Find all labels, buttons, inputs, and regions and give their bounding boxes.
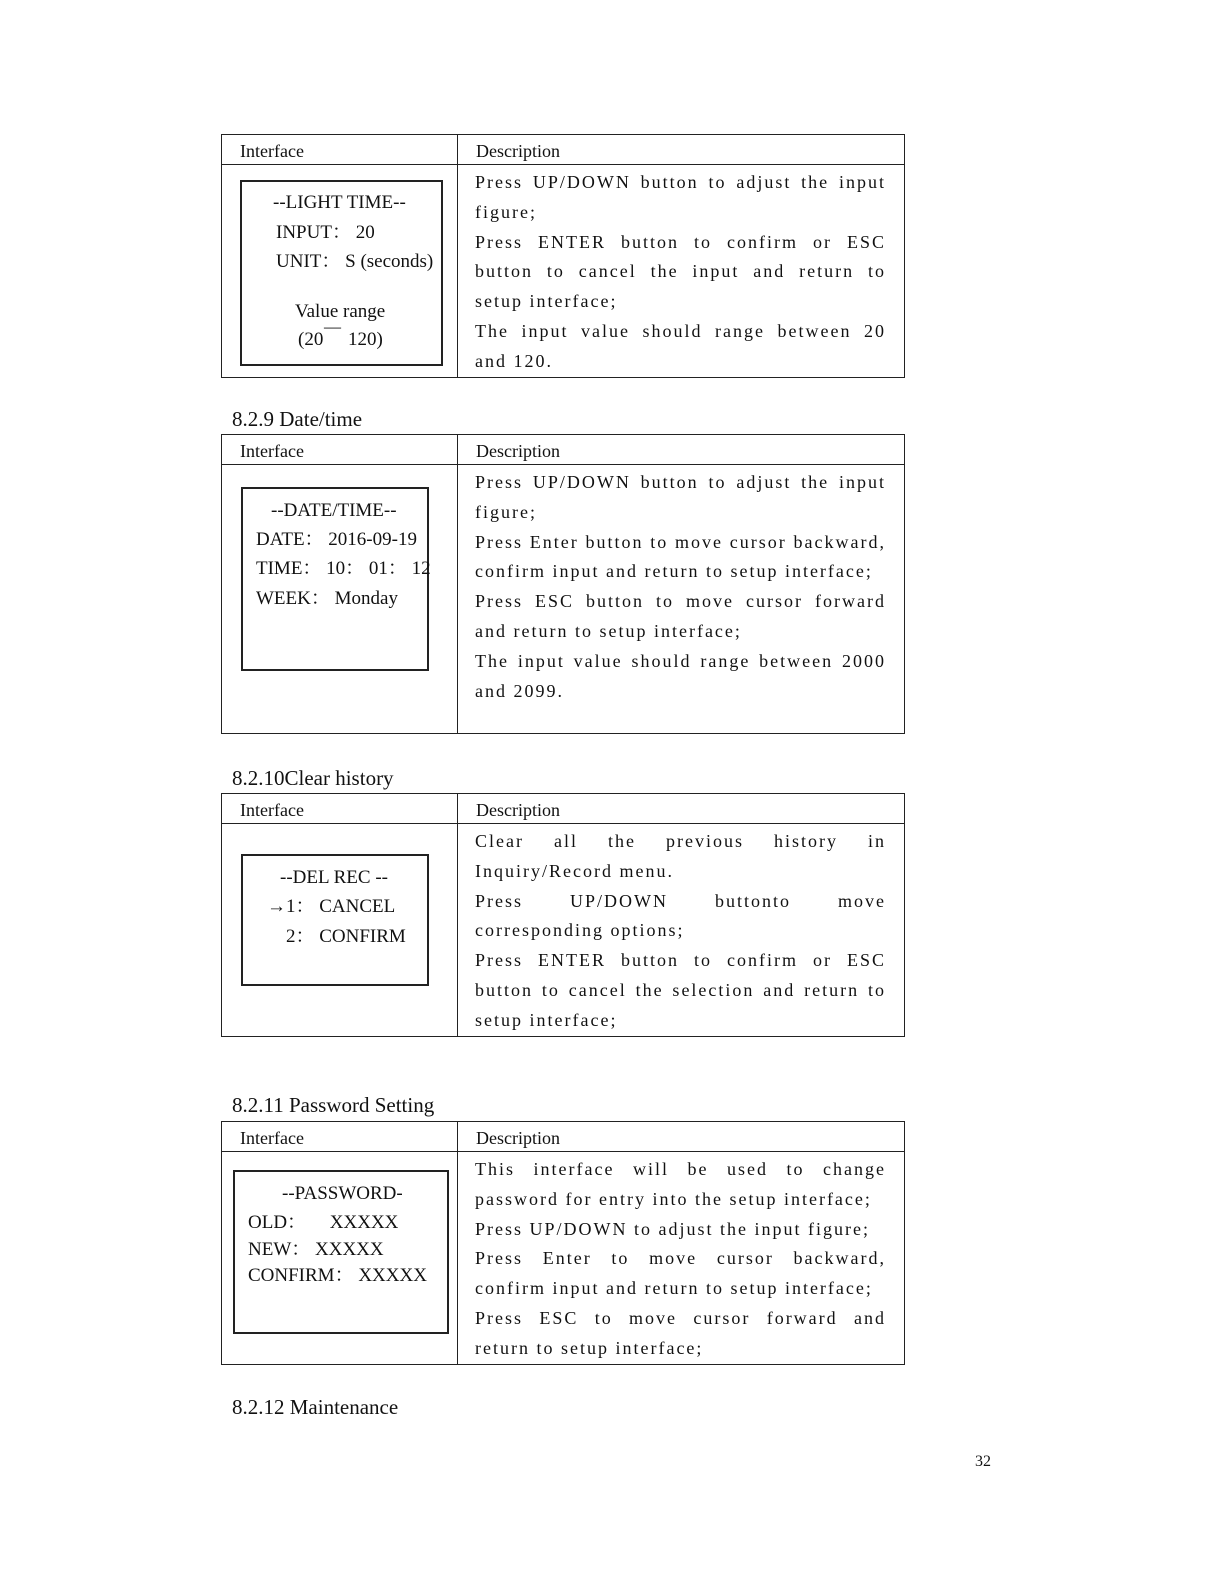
interface-header: Interface (222, 435, 458, 465)
interface-header: Interface (222, 794, 458, 824)
description-paragraph: Press ENTER button to confirm or ESC button to cancel the selection and return to setup interface; (475, 950, 886, 1030)
screen-input: INPUT： 20 (276, 222, 375, 243)
interface-cell (222, 165, 458, 378)
description-header: Description (458, 435, 905, 465)
screen-unit: UNIT： S (seconds) (276, 251, 434, 272)
screen-date: DATE： 2016-09-19 (256, 529, 417, 550)
section-title-maintenance: 8.2.12 Maintenance (232, 1395, 399, 1419)
description-paragraph: This interface will be used to change password for entry into the setup interface; (475, 1159, 886, 1209)
light-time-table (221, 134, 905, 378)
date-time-table (221, 434, 905, 734)
screen-title: --PASSWORD- (282, 1183, 403, 1204)
section-title-clear-history: 8.2.10Clear history (232, 766, 394, 790)
description-paragraph: Press UP/DOWN buttonto move corresponding options; (475, 890, 886, 941)
lcd-screen-del-rec (241, 854, 429, 986)
section-title-date-time: 8.2.9 Date/time (232, 407, 363, 431)
description-cell (458, 165, 905, 378)
description-paragraph: Press ESC to move cursor forward and return to setup interface; (475, 1307, 886, 1358)
screen-title: --DATE/TIME-- (271, 500, 397, 521)
screen-range-start: (20 (298, 329, 324, 350)
screen-time: TIME： 10： 01： 12 (256, 558, 431, 579)
interface-header: Interface (222, 135, 458, 165)
page-number: 32 (975, 1453, 991, 1470)
screen-option-confirm: 2： CONFIRM (286, 926, 406, 947)
screen-old-password: OLD： XXXXX (248, 1212, 399, 1233)
interface-cell (222, 1152, 458, 1365)
section-title-password: 8.2.11 Password Setting (232, 1093, 435, 1117)
description-header: Description (458, 1122, 905, 1152)
description-paragraph: The input value should range between 20 and 120. (475, 320, 886, 371)
screen-range-label: Value range (295, 301, 386, 322)
description-header: Description (458, 135, 905, 165)
interface-cell (222, 824, 458, 1037)
lcd-screen-password (233, 1170, 449, 1334)
screen-range-end: 120) (348, 329, 383, 350)
description-cell (458, 465, 905, 734)
description-paragraph: Press Enter to move cursor backward, confirm input and return to setup interface; (475, 1248, 886, 1299)
description-paragraph: Press UP/DOWN button to adjust the input figure; (475, 172, 886, 222)
interface-header: Interface (222, 1122, 458, 1152)
description-header: Description (458, 794, 905, 824)
lcd-screen-date-time (241, 487, 429, 671)
screen-title: --LIGHT TIME-- (273, 192, 406, 213)
description-paragraph: Press UP/DOWN button to adjust the input figure; (475, 472, 886, 522)
description-cell (458, 824, 905, 1037)
interface-cell (222, 465, 458, 734)
description-paragraph: Press ENTER button to confirm or ESC button to cancel the input and return to setup interface; (475, 231, 886, 312)
description-paragraph: Press Enter button to move cursor backward, confirm input and return to setup interface; (475, 531, 886, 582)
screen-option-cancel: →1： CANCEL (267, 896, 396, 917)
screen-new-password: NEW： XXXXX (248, 1239, 384, 1260)
description-cell (458, 1152, 905, 1365)
screen-range-separator: — (324, 317, 341, 336)
clear-history-table (221, 793, 905, 1037)
description-paragraph: Press UP/DOWN to adjust the input figure; (475, 1218, 870, 1239)
screen-week: WEEK： Monday (256, 588, 398, 609)
description-paragraph: Clear all the previous history in Inquiry/Record menu. (475, 831, 886, 881)
lcd-screen-light-time (240, 180, 443, 366)
screen-title: --DEL REC -- (280, 867, 388, 888)
description-paragraph: The input value should range between 2000 and 2099. (475, 650, 886, 701)
screen-confirm-password: CONFIRM： XXXXX (248, 1265, 427, 1286)
description-paragraph: Press ESC button to move cursor forward and return to setup interface; (475, 591, 886, 641)
password-table (221, 1121, 905, 1365)
